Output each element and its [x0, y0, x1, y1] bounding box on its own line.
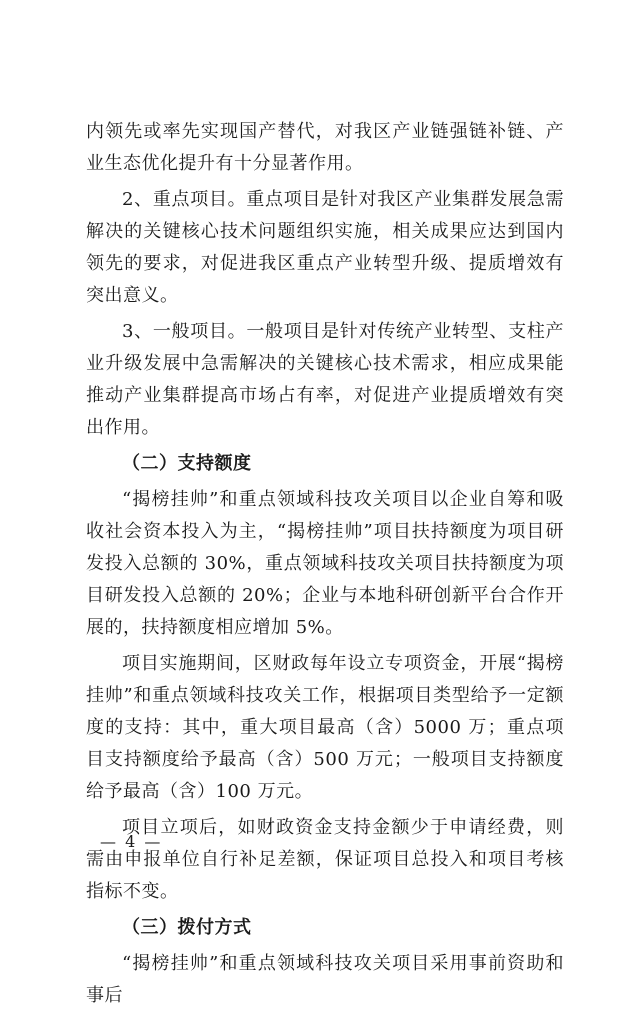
paragraph-payment-method: “揭榜挂帅”和重点领域科技攻关项目采用事前资助和事后 — [86, 953, 564, 1006]
section-heading-support-amount: （二）支持额度 — [122, 453, 252, 474]
paragraph-special-funds: 项目实施期间，区财政每年设立专项资金，开展“揭榜挂帅”和重点领域科技攻关工作，根据项目类型给予一定额度的支持：其中，重大项目最高（含）5000 万；重点项目支持额度给予最高（含）500 万元；一般项目支持额度给予最高（含）100 万元。 — [86, 653, 564, 802]
paragraph-support-ratio: “揭榜挂帅”和重点领域科技攻关项目以企业自筹和吸收社会资本投入为主，“揭榜挂帅”项目扶持额度为项目研发投入总额的 30%，重点领域科技攻关项目扶持额度为项目研发投入总额的 20%；企业与本地科研创新平台合作开展的，扶持额度相应增加 5%。 — [86, 489, 564, 638]
paragraph-funding-gap: 项目立项后，如财政资金支持金额少于申请经费，则需由申报单位自行补足差额，保证项目总投入和项目考核指标不变。 — [86, 817, 564, 902]
paragraph-key-projects: 2、重点项目。重点项目是针对我区产业集群发展急需解决的关键核心技术问题组织实施，相关成果应达到国内领先的要求，对促进我区重点产业转型升级、提质增效有突出意义。 — [86, 189, 564, 306]
section-heading-payment-method: （三）拨付方式 — [122, 917, 252, 938]
page-number: — 4 — — [100, 832, 163, 851]
document-body — [86, 116, 564, 1016]
paragraph-general-projects: 3、一般项目。一般项目是针对传统产业转型、支柱产业升级发展中急需解决的关键核心技术需求，相应成果能推动产业集群提高市场占有率，对促进产业提质增效有突出作用。 — [86, 321, 564, 438]
paragraph-continuation: 内领先或率先实现国产替代，对我区产业链强链补链、产业生态优化提升有十分显著作用。 — [86, 121, 564, 174]
